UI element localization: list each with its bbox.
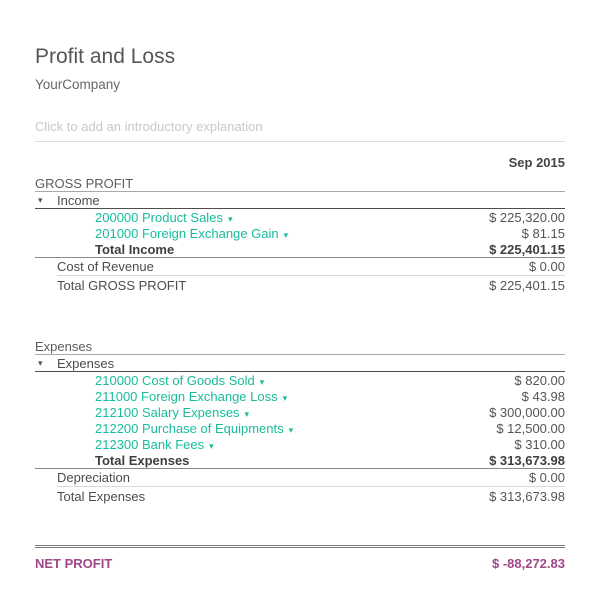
line-value: $ 225,401.15 [489,277,565,293]
account-dropdown-caret-icon[interactable]: ▾ [283,229,289,240]
account-row [35,209,565,225]
line-value: $ 313,673.98 [489,488,565,504]
total-income-row [35,241,565,258]
account-dropdown-caret-icon[interactable]: ▾ [288,424,294,435]
total-value: $ 225,401.15 [489,241,565,257]
account-row [35,436,565,452]
total-label: Total Income [95,241,175,257]
column-header-row [35,154,565,171]
depreciation-row [57,469,565,487]
group-label: Income [57,192,100,208]
account-dropdown-caret-icon[interactable]: ▾ [244,408,250,419]
net-profit-label: NET PROFIT [35,555,113,571]
account-link[interactable] [35,405,249,420]
total-expenses-outer-row [57,487,565,505]
page-title: Profit and Loss [35,45,176,68]
account-label: 200000 Product Sales [95,209,223,225]
account-row [35,225,565,241]
account-label: 212300 Bank Fees [95,436,205,452]
account-dropdown-caret-icon[interactable]: ▾ [259,376,265,387]
account-link[interactable] [35,389,287,404]
total-expenses-row [35,452,565,469]
line-label: Total Expenses [57,488,146,504]
account-value: $ 225,320.00 [489,209,565,225]
total-label: Total Expenses [95,452,190,468]
account-link[interactable] [35,226,288,241]
account-label: 201000 Foreign Exchange Gain [95,225,279,241]
account-link[interactable] [35,437,214,452]
account-value: $ 43.98 [521,388,565,404]
section-row-expenses [35,338,565,355]
collapse-caret-icon[interactable]: ▾ [38,194,43,205]
account-label: 212200 Purchase of Equipments [95,420,284,436]
line-label: Total GROSS PROFIT [57,277,187,293]
company-name: YourCompany [35,77,121,92]
account-value: $ 820.00 [514,372,565,388]
account-dropdown-caret-icon[interactable]: ▾ [282,392,288,403]
cost-of-revenue-row [57,258,565,276]
group-row-expenses[interactable] [35,355,565,372]
line-label: Depreciation [57,470,130,485]
line-value: $ 0.00 [528,259,565,274]
account-row [35,404,565,420]
section-spacer [35,294,565,334]
group-label: Expenses [57,355,115,371]
account-label: 211000 Foreign Exchange Loss [95,388,278,404]
net-profit-value: $ -88,272.83 [491,555,565,571]
account-row [35,388,565,404]
net-profit-row [35,554,565,572]
account-value: $ 12,500.00 [496,420,565,436]
intro-explanation-input[interactable]: Click to add an introductory explanation [35,119,565,142]
account-value: $ 310.00 [514,436,565,452]
account-dropdown-caret-icon[interactable]: ▾ [227,213,233,224]
total-gross-profit-row [57,276,565,294]
line-label: Cost of Revenue [57,259,154,274]
section-row-gross-profit [35,175,565,192]
total-value: $ 313,673.98 [489,452,565,468]
group-row-income[interactable] [35,192,565,209]
account-label: 210000 Cost of Goods Sold [95,372,255,388]
section-label: GROSS PROFIT [35,175,134,191]
line-value: $ 0.00 [528,470,565,485]
account-label: 212100 Salary Expenses [95,404,240,420]
account-row [35,420,565,436]
account-value: $ 81.15 [521,225,565,241]
collapse-caret-icon[interactable]: ▾ [38,357,43,368]
section-label: Expenses [35,338,93,354]
account-link[interactable] [35,421,293,436]
account-link[interactable] [35,210,232,225]
account-row [35,372,565,388]
account-link[interactable] [35,373,264,388]
double-rule-divider [35,545,565,548]
period-column-header: Sep 2015 [508,155,565,170]
account-dropdown-caret-icon[interactable]: ▾ [209,440,214,451]
account-value: $ 300,000.00 [489,404,565,420]
